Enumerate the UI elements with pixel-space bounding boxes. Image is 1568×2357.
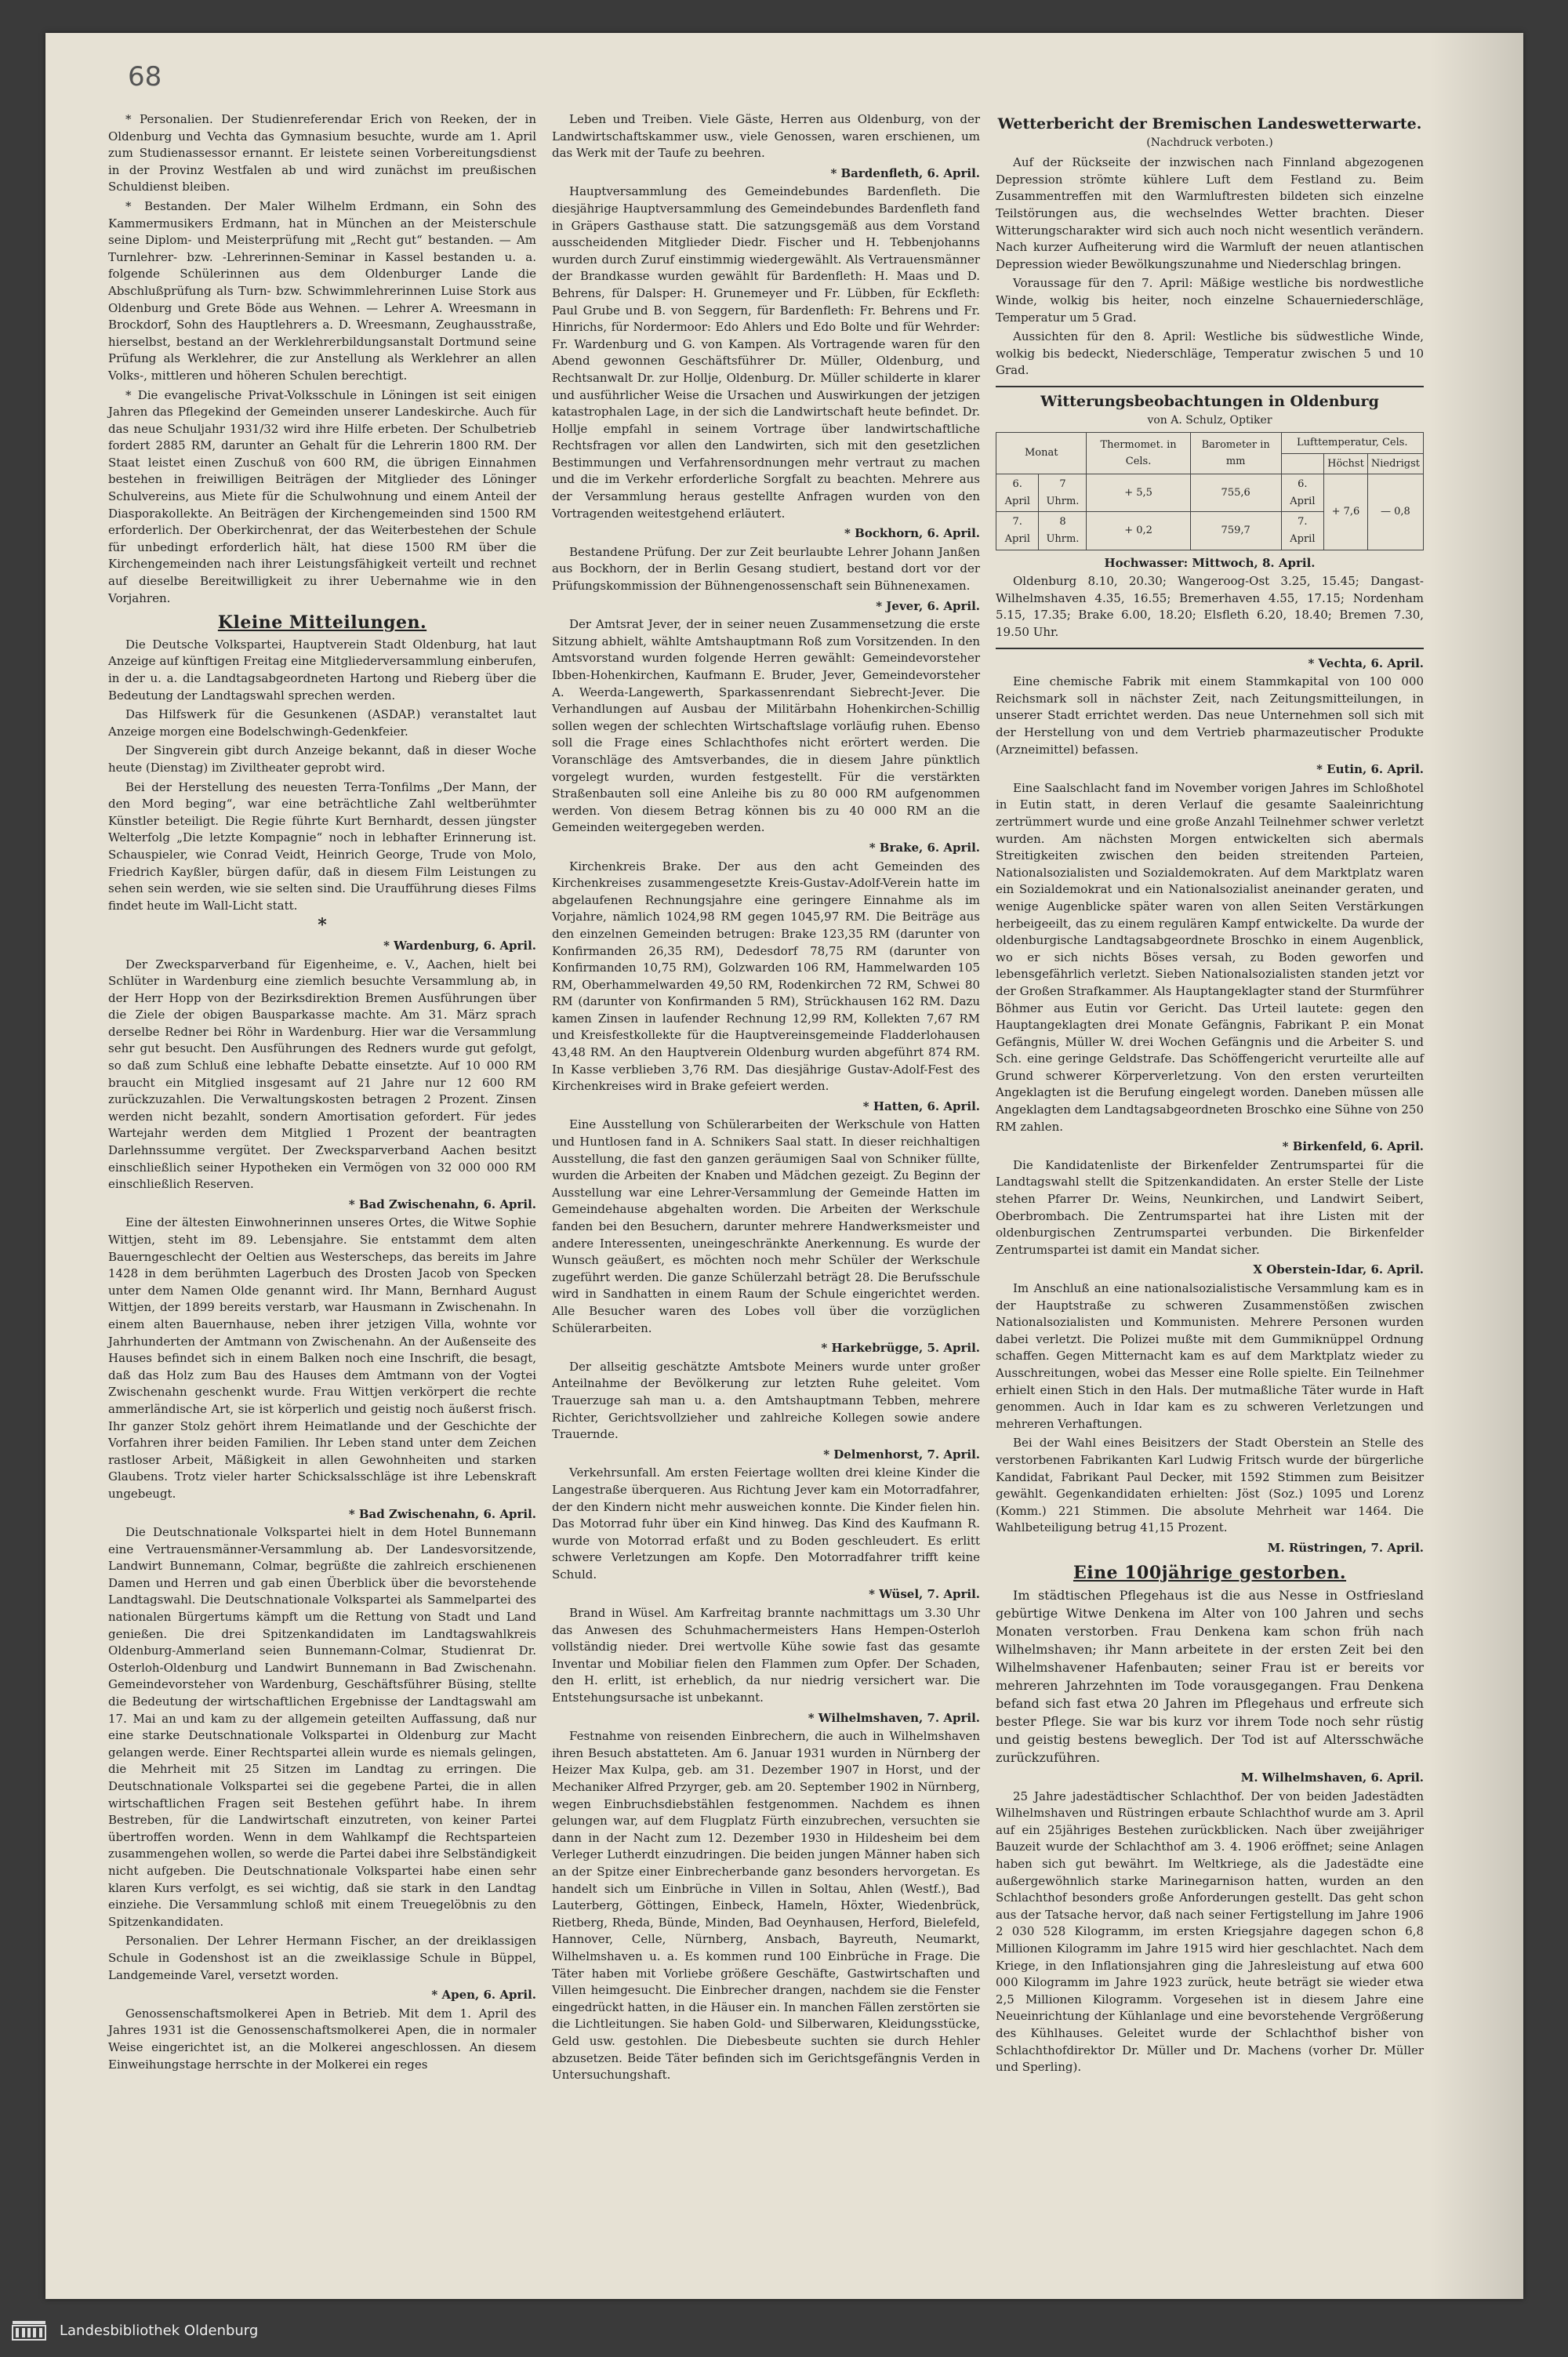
article-paragraph: Genossenschaftsmolkerei Apen in Betrieb. Mit dem 1. April des Jahres 1931 ist die Genossenschaftsmolkerei Apen, die in normaler Weise eingerichtet ist, an die Molkerei angeschlossen. An diesem Einweihungstage herrschte in der Molkerei ein reges [108, 2006, 536, 2072]
article-paragraph: Im Anschluß an eine nationalsozialistische Versammlung kam es in der Hauptstraße zu schweren Zusammenstößen zwischen Nationalsozialisten und Kommunisten. Mehrere Personen wurden dabei verletzt. Die Polizei mußte mit dem Gummiknüppel Ordnung schaffen. Gegen Mitternacht kam es auf dem Marktplatz wieder zu Ausschreitungen, wobei das Messer eine Rolle spielte. Ein Teilnehmer erhielt einen Stich in den Hals. Der mutmaßliche Täter wurde in Haft genommen. Auch in Idar kam es zu schweren Verletzungen und mehreren Verhaftungen. [996, 1281, 1424, 1431]
article-paragraph: Festnahme von reisenden Einbrechern, die auch in Wilhelmshaven ihren Besuch abstatteten. Am 6. Januar 1931 wurden in Nürnberg der Heizer Max Kulpa, geb. am 31. Dezember 1907 in Horst, und der Mechaniker Alfred Przyrger, geb. am 20. September 1902 in Nürnberg, wegen Einbruchsdiebstählen festgenommen. Nachdem es ihnen gelungen war, auf dem Flugplatz Fürth einzubrechen, versuchten sie dann in der Nacht zum 12. Dezember 1930 in Hildesheim bei dem Verleger Lutherdt einzudringen. Die beiden jungen Männer haben sich an der Spitze einer Einbrecherbande ganz besonders hervorgetan. Es handelt sich um Einbrüche in Villen in Soltau, Ahlen (Westf.), Bad Lauterberg, Göttingen, Einbeck, Hameln, Höxter, Wiedenbrück, Rietberg, Rheda, Bünde, Minden, Bad Oeynhausen, Herford, Bielefeld, Hannover, Celle, Nürnberg, Ansbach, Bayreuth, Neumarkt, Wilhelmshaven u. a. Es kommen rund 100 Einbrüche in Frage. Die Täter haben mit Vorliebe größere Geschäfte, Gastwirtschaften und Villen heimgesucht. Die Einbrecher drangen, nachdem sie die Fenster eingedrückt hatten, in die Häuser ein. In manchen Fällen zerstörten sie die Lichtleitungen. Sie haben Gold- und Silberwaren, Kleidungsstücke, Geld usw. gestohlen. Die Diebesbeute suchten sie durch Hehler abzusetzen. Beide Täter befinden sich im Gerichtsgefängnis Verden in Untersuchungshaft. [552, 1729, 980, 2083]
dateline: * Brake, 6. April. [869, 840, 980, 855]
article-paragraph: Der allseitig geschätzte Amtsbote Meiners wurde unter großer Anteilnahme der Bevölkerung zur letzten Ruhe geleitet. Vom Trauerzuge sah man u. a. den Amtshauptmann Tebben, mehrere Richter, Gerichtsvollzieher und zahlreiche Kollegen sowie andere Trauernde. [552, 1359, 980, 1442]
article-paragraph: Die Kandidatenliste der Birkenfelder Zentrumspartei für die Landtagswahl stellt die Spitzenkandidaten. An erster Stelle der Liste stehen Pfarrer Dr. Weins, Neunkirchen, und Landwirt Seibert, Oberbrombach. Die Zentrumspartei hat ihre Listen mit der oldenburgischen Zentrumspartei verbunden. Die Birkenfelder Zentrumspartei ist damit ein Mandat sicher. [996, 1157, 1424, 1257]
table-header: Niedrigst [1367, 453, 1423, 474]
table-row [996, 474, 1424, 512]
article-paragraph: 25 Jahre jadestädtischer Schlachthof. Der von beiden Jadestädten Wilhelmshaven und Rüstringen erbaute Schlachthof wurde am 3. April auf ein 25jähriges Bestehen zurückblicken. Nach über zweijähriger Bauzeit wurde der Schlachthof am 3. 4. 1906 eröffnet; seine Anlagen haben sich gut bewährt. Im Weltkriege, als die Jadestädte eine außergewöhnlich starke Marinegarnison hatten, wurden an den Schlachthof besonders große Anforderungen gestellt. Das geht schon aus der Tatsache hervor, daß nach seiner Fertigstellung im Jahre 1906 2 030 528 Kilogramm, im ersten Kriegsjahre dagegen schon 6,8 Millionen Kilogramm im Jahre 1915 wird hier geschlachtet. Nach dem Kriege, in den Inflationsjahren ging die Jahresleistung auf etwa 600 000 Kilogramm im Jahre 1923 zurück, heute beträgt sie wieder etwa 2,5 Millionen Kilogramm. Vorgesehen ist in diesem Jahre eine Neueinrichtung der Kühlanlage und eine bevorstehende Vergrößerung des Kühlhauses. Geleitet wurde der Schlachthof bisher von Schlachthofdirektor Dr. Müller und Dr. Machens (vorher Dr. Müller und Sperling). [996, 1789, 1424, 2075]
article-paragraph: Bei der Wahl eines Beisitzers der Stadt Oberstein an Stelle des verstorbenen Fabrikanten Karl Ludwig Fritsch wurde der bürgerliche Kandidat, Fabrikant Paul Decker, mit 1592 Stimmen zum Beisitzer gewählt. Gegenkandidaten erhielten: Jöst (Soz.) 1095 und Lorenz (Komm.) 221 Stimmen. Die absolute Mehrheit war 1464. Die Wahlbeteiligung betrug 41,15 Prozent. [996, 1436, 1424, 1535]
table-cell: 759,7 [1190, 512, 1281, 550]
article-paragraph: Voraussage für den 7. April: Mäßige westliche bis nordwestliche Winde, wolkig bis heiter, noch einzelne Schauerniederschläge, Temperatur um 5 Grad. [996, 276, 1424, 325]
article-paragraph: * Personalien. Der Studienreferendar Erich von Reeken, der in Oldenburg und Vechta das Gymnasium besuchte, wurde am 1. April zum Studienassessor ernannt. Er leistete seinen Vorbereitungsdienst in der Provinz Westfalen ab und wird zunächst im preußischen Schuldienst bleiben. [108, 112, 536, 194]
section-heading-kleine-mitteilungen: Kleine Mitteilungen. [217, 612, 427, 634]
weather-heading: Wetterbericht der Bremischen Landeswetterwarte. [997, 115, 1422, 133]
table-cell: 6. April [996, 474, 1039, 512]
article-paragraph: Die Deutsche Volkspartei, Hauptverein Stadt Oldenburg, hat laut Anzeige auf künftigen Freitag eine Mitgliederversammlung einberufen, in der u. a. die Landtagsabgeordneten Hartong und Rieberg über die Bedeutung der Landtagswahl sprechen werden. [108, 637, 536, 703]
dateline: * Wardenburg, 6. April. [383, 938, 536, 953]
article-paragraph: * Die evangelische Privat-Volksschule in Löningen ist seit einigen Jahren das Pflegekind der Gemeinden unserer Landeskirche. Auch für das neue Schuljahr 1931/32 wird ihre Hilfe erbeten. Der Schulbetrieb fordert 2885 RM, darunter an Gehalt für die Lehrerin 1800 RM. Der Staat leistet einen Zuschuß von 600 RM, die übrigen Einnahmen bestehen in freiwilligen Beiträgen der Mitglieder des Löninger Schulvereins, aus Miete für die Schulwohnung und einem Anteil der Diasporakollekte. An Beiträgen der Kirchengemeinden sind 1500 RM erforderlich. Der Oberkirchenrat, der das Weiterbestehen der Schule für unbedingt erforderlich hält, hat diese 1500 RM über die Kirchengemeinden nach ihrer Leistungsfähigkeit verteilt und rechnet auf dieselbe Bereitwilligkeit zu ihrer Uebernahme wie in den Vorjahren. [108, 387, 536, 605]
dateline: X Oberstein-Idar, 6. April. [1253, 1262, 1424, 1277]
table-cell: 7. April [996, 512, 1039, 550]
table-cell: 8 Uhrm. [1039, 512, 1087, 550]
table-header [1281, 453, 1323, 474]
article-paragraph: Eine Ausstellung von Schülerarbeiten der Werkschule von Hatten und Huntlosen fand in A. Schnikers Saal statt. In dieser reichhaltigen Ausstellung, die fast den ganzen geräumigen Saal von Schniker füllte, wurden die Arbeiten der Knaben und Mädchen gezeigt. Zu Beginn der Ausstellung war eine Lehrer-Versammlung der Gemeinde Hatten im Gemeindehause abgehalten worden. Die Arbeiten der Werkschule fanden bei den Besuchern, darunter mehrere Handwerksmeister und andere Interessenten, uneingeschränkte Anerkennung. Es wurde der Wunsch geäußert, es möchten noch mehr Schüler der Werkschule zugeführt werden. Die ganze Schülerzahl beträgt 28. Die Berufsschule wird in Sandhatten in einem Raum der Schule eingerichtet werden. Alle Besucher waren des Lobes voll über die vorzüglichen Schülerarbeiten. [552, 1117, 980, 1335]
library-name: Landesbibliothek Oldenburg [60, 2322, 259, 2339]
dateline: * Bad Zwischenahn, 6. April. [348, 1197, 536, 1211]
column-left [108, 111, 536, 2076]
dateline: * Bockhorn, 6. April. [844, 526, 980, 541]
article-paragraph: Kirchenkreis Brake. Der aus den acht Gemeinden des Kirchenkreises zusammengesetzte Kreis-Gustav-Adolf-Verein hatte im abgelaufenen Rechnungsjahre eine geringere Einnahme als im Vorjahre, nämlich 1024,98 RM gegen 1045,97 RM. Die Beiträge aus den einzelnen Gemeinden betrugen: Brake 123,35 RM (darunter von Konfirmanden 26,35 RM), Dedesdorf 78,75 RM (darunter von Konfirmanden 10,75 RM), Golzwarden 106 RM, Hammelwarden 105 RM, Oberhammelwarden 49,50 RM, Rodenkirchen 72 RM, Schwei 80 RM (darunter von Konfirmanden 5 RM), Strückhausen 162 RM. Dazu kamen Zinsen in laufender Rechnung 12,99 RM, Kollekten 7,67 RM und Kreisfestkollekte für die Hauptvereinsgemeinde Fladderlohausen 43,48 RM. An den Hauptverein Oldenburg wurden abgeführt 874 RM. In Kasse verblieben 3,76 RM. Das diesjährige Gustav-Adolf-Fest des Kirchenkreises wird in Brake gefeiert werden. [552, 859, 980, 1094]
dateline: * Birkenfeld, 6. April. [1282, 1139, 1424, 1154]
dateline: * Jever, 6. April. [876, 598, 980, 613]
dateline: * Vechta, 6. April. [1308, 656, 1424, 670]
article-paragraph: Bei der Herstellung des neuesten Terra-Tonfilms „Der Mann, der den Mord beging“, war eine beträchtliche Zahl weltberühmter Künstler beteiligt. Die Regie führte Kurt Bernhardt, dessen jüngster Welterfolg „Die letzte Kompagnie“ noch in lebhafter Erinnerung ist. Schauspieler, wie Conrad Veidt, Heinrich George, Trude von Molo, Friedrich Kayßler, bürgen dafür, daß in diesem Film Leistungen zu sehen sein werden, wie sie selten sind. Die Uraufführung dieses Films findet heute im Wall-Licht statt. [108, 779, 536, 913]
table-header: Höchst [1324, 453, 1368, 474]
dateline: M. Rüstringen, 7. April. [1267, 1540, 1424, 1555]
table-cell: 7 Uhrm. [1039, 474, 1087, 512]
table-cell: + 7,6 [1324, 474, 1368, 550]
article-paragraph: Der Singverein gibt durch Anzeige bekannt, daß in dieser Woche heute (Dienstag) im Ziviltheater geprobt wird. [108, 743, 536, 775]
column-middle [552, 111, 980, 2086]
dateline: * Hatten, 6. April. [862, 1099, 980, 1113]
dateline: * Harkebrügge, 5. April. [821, 1341, 980, 1356]
newspaper-page [45, 33, 1523, 2299]
article-paragraph: Eine Saalschlacht fand im November vorigen Jahres im Schloßhotel in Eutin statt, in deren Verlauf die gesamte Saaleinrichtung zertrümmert wurde und eine große Anzahl Teilnehmer schwer verletzt wurden. Am nächsten Morgen entwickelten sich abermals Streitigkeiten zwischen den beiden streitenden Parteien, Nationalsozialisten und Sozialdemokraten. Auf dem Marktplatz waren ein Sozialdemokrat und ein Nationalsozialist aneinander geraten, und wenige Augenblicke später waren von allen Seiten Verstärkungen herbeigeeilt, das zu einem regulären Kampf entwickelte. Da wurde der oldenburgische Landtagsabgeordnete Broschko in einem Augenblick, wo er sich nichts Böses versah, zu Boden geworfen und lebensgefährlich verletzt. Sieben Nationalsozialisten standen jetzt vor der Großen Strafkammer. Als Hauptangeklagter stand der Sturmführer Böhmer aus Eutin vor Gericht. Das Urteil lautete: gegen den Hauptangeklagten drei Monate Gefängnis, Fabrikant P. ein Monat Gefängnis, Müller W. drei Wochen Gefängnis und die Arbeiter S. und Sch. eine geringe Geldstrafe. Das Schöffengericht verurteilte alle auf Grund schwerer Körperverletzung. Von den ersten verurteilten Angeklagten ist die Berufung eingelegt worden. Daneben müssen alle Angeklagten dem Landtagsabgeordneten Broschko eine Sühne von 250 RM zahlen. [996, 780, 1424, 1134]
article-paragraph: Die Deutschnationale Volkspartei hielt in dem Hotel Bunnemann eine Vertrauensmänner-Versammlung ab. Der Landesvorsitzende, Landwirt Bunnemann, Colmar, begrüßte die zahlreich erschienenen Damen und Herren und gab einen Überblick über die bevorstehende Landtagswahl. Die Deutschnationale Volkspartei als Sammelpartei des nationalen Bürgertums kämpft um die Rettung von Stadt und Land genießen. Die drei Spitzenkandidaten im Landtagswahlkreis Oldenburg-Ammerland seien Bunnemann-Colmar, Studienrat Dr. Osterloh-Oldenburg und Landwirt Bunnemann in Bad Zwischenahn. Gemeindevorsteher von Wardenburg, Geschäftsführer Büsing, stellte die Bedeutung der wirtschaftlichen Ergebnisse der Landtagswahl am 17. Mai an und kam zu der allgemein geteilten Auffassung, daß nur eine starke Deutschnationale Volkspartei in Oldenburg zur Macht gelangen werde. Einer Rechtspartei allein wurde es niemals gelingen, die Mehrheit mit 25 Sitzen im Landtag zu erringen. Die Deutschnationale Volkspartei sei die gegebene Partei, die in allen wirtschaftlichen Fragen seit Bestehen geführt habe. In ihrem Bestreben, für die Landwirtschaft einzutreten, von keiner Partei übertroffen worden. Wenn in dem Wahlkampf die Rechtsparteien zusammengehen wollen, so werde die Partei dabei ihre Selbständigkeit nicht aufgeben. Die Deutschnationale Volkspartei habe einen sehr klaren Kurs verfolgt, es sei wichtig, daß sie stark in den Landtag einziehe. Die Versammlung schloß mit einem Treuegelöbnis zu den Spitzenkandidaten. [108, 1525, 536, 1929]
dateline: * Bardenfleth, 6. April. [830, 165, 980, 180]
article-paragraph: Eine der ältesten Einwohnerinnen unseres Ortes, die Witwe Sophie Wittjen, steht im 89. Lebensjahre. Sie entstammt dem alten Bauerngeschlecht der Oeltien aus Westerscheps, das bereits im Jahre 1428 in dem berühmten Lagerbuch des Drosten Jacob von Specken unter dem Namen Olde genannt wird. Ihr Mann, Bernhard August Wittjen, der 1899 bereits verstarb, war Hausmann in Zwischenahn. In einem alten Bauernhause, neben ihrer jetzigen Villa, wohnte vor Jahrhunderten der Amtmann von Zwischenahn. An der Außenseite des Hauses befindet sich in einem Balken noch eine Inschrift, die besagt, daß das Holz zum Bau des Hauses dem Amtmann von der Vogtei Zwischenahn geschenkt wurde. Frau Wittjen verkörpert die rechte ammerländische Art, sie ist körperlich und geistig noch äußerst frisch. Ihr ganzer Stolz gehört ihrem Heimatlande und der Geschichte der Vorfahren ihrer beiden Familien. Ihr Leben stand unter dem Zeichen rastloser Arbeit, Mäßigkeit in allen Gewohnheiten und starken Glaubens. Trotz vieler harter Schicksalsschläge ist ihre Lebenskraft ungebeugt. [108, 1215, 536, 1501]
dateline: * Apen, 6. April. [431, 1988, 536, 2003]
section-separator: * [318, 915, 327, 936]
article-paragraph: Eine chemische Fabrik mit einem Stammkapital von 100 000 Reichsmark soll in nächster Zeit, nach Zeitungsmitteilungen, in unserer Stadt errichtet werden. Das neue Unternehmen soll sich mit der Herstellung von und dem Vertrieb pharmazeutischer Produkte (Arzneimittel) befassen. [996, 674, 1424, 757]
dateline: * Delmenhorst, 7. April. [823, 1447, 980, 1462]
table-cell: + 5,5 [1087, 474, 1190, 512]
dateline: * Bad Zwischenahn, 6. April. [348, 1506, 536, 1521]
table-cell: + 0,2 [1087, 512, 1190, 550]
article-heading-100jaehrige: Eine 100jährige gestorben. [1073, 1562, 1347, 1583]
divider [996, 386, 1424, 387]
table-header: Thermomet. in Cels. [1087, 433, 1190, 474]
table-header: Lufttemperatur, Cels. [1281, 433, 1423, 454]
table-cell: — 0,8 [1367, 474, 1423, 550]
weather-table [996, 432, 1424, 550]
viewer-footer [0, 2305, 1568, 2357]
dateline: * Eutin, 6. April. [1316, 762, 1424, 777]
article-paragraph: Der Zwecksparverband für Eigenheime, e. V., Aachen, hielt bei Schlüter in Wardenburg eine ziemlich besuchte Versammlung ab, in der Herr Hopp von der Bezirksdirektion Bremen Ausführungen über die Ziele der obigen Bausparkasse machte. Am 31. März sprach derselbe Redner bei Röhr in Wardenburg. Hier war die Versammlung sehr gut besucht. Den Ausführungen des Redners wurde gut gefolgt, so daß zum Schluß eine lebhafte Debatte einsetzte. Auf 10 000 RM braucht ein Mitglied insgesamt auf 21 Jahre nur 12 600 RM zurückzuzahlen. Die Verwaltungskosten betragen 2 Prozent. Zinsen werden nicht bezahlt, sondern Amortisation gefordert. Für jedes Wartejahr werden dem Mitglied 1 Prozent der beantragten Darlehnssumme vergütet. Der Zwecksparverband Aachen besitzt einschließlich seiner Hypotheken ein Vermögen von 32 000 000 RM einschließlich Reserven. [108, 957, 536, 1192]
page-number: 68 [128, 61, 162, 93]
article-paragraph: Personalien. Der Lehrer Hermann Fischer, an der dreiklassigen Schule in Godenshost ist an die zweiklassige Schule in Büppel, Landgemeinde Varel, versetzt worden. [108, 1934, 536, 1982]
article-paragraph: Auf der Rückseite der inzwischen nach Finnland abgezogenen Depression strömte kühlere Luft dem Festland zu. Beim Zusammentreffen mit den Warmluftresten bildeten sich einzelne Teilstörungen aus, die wechselndes Wetter brachten. Dieser Witterungscharakter wird sich auch noch nicht wesentlich verändern. Nach kurzer Aufheiterung wird die Warmluft der neuen atlantischen Depression wieder Bewölkungszunahme und Niederschlag bringen. [996, 155, 1424, 271]
dateline: M. Wilhelmshaven, 6. April. [1240, 1770, 1424, 1785]
article-paragraph: Das Hilfswerk für die Gesunkenen (ASDAP.) veranstaltet laut Anzeige morgen eine Bodelschwingh-Gedenkfeier. [108, 707, 536, 739]
tide-heading: Hochwasser: Mittwoch, 8. April. [1104, 555, 1316, 570]
observations-heading: Witterungsbeobachtungen in Oldenburg [1040, 392, 1379, 410]
article-paragraph: Im städtischen Pflegehaus ist die aus Nesse in Ostfriesland gebürtige Witwe Denkena im Alter von 100 Jahren und sechs Monaten verstorben. Frau Denkena kam schon früh nach Wilhelmshaven; ihr Mann arbeitete in der ersten Zeit bei den Wilhelmshavener Hafenbauten; seiner Frau ist er bereits vor mehreren Jahrzehnten im Tode vorausgegangen. Frau Denkena befand sich fast etwa 20 Jahren im Pflegehaus und erfreute sich bester Pflege. Sie war bis kurz vor ihrem Tode noch sehr rüstig und geistig bestens beweglich. Der Tod ist auf Altersschwäche zurückzuführen. [996, 1588, 1424, 1766]
table-cell: 755,6 [1190, 474, 1281, 512]
table-cell: 7. April [1281, 512, 1323, 550]
weather-subheading: (Nachdruck verboten.) [1146, 136, 1273, 149]
article-paragraph: Hauptversammlung des Gemeindebundes Bardenfleth. Die diesjährige Hauptversammlung des Gemeindebundes Bardenfleth fand in Gräpers Gasthause statt. Die satzungsgemäß aus dem Vorstand ausscheidenden Mitglieder Diedr. Fischer und H. Tebbenjohanns wurden durch Zuruf einstimmig wiedergewählt. Als Vertrauensmänner der Brandkasse wurden gewählt für Bardenfleth: H. Maas und D. Behrens, für Dalsper: H. Grunemeyer und Fr. Lübben, für Eckfleth: Paul Grube und B. von Seggern, für Bardenfleth: Fr. Behrens und Fr. Hinrichs, für Nordermoor: Edo Ahlers und Edo Bolte und für Wehrder: Fr. Wardenburg und G. von Kampen. Als Vortragende waren für den Abend gewonnen Geschäftsführer Dr. Müller, Oldenburg, und Rechtsanwalt Dr. zur Hollje, Oldenburg. Dr. Müller schilderte in klarer und ausführlicher Weise die Ursachen und Auswirkungen der jetzigen katastrophalen Lage, in der sich die Landwirtschaft heute befindet. Dr. Hollje empfahl in seinem Vortrage über landwirtschaftliche Rechtsfragen vor allen den Landwirten, sich mit den gesetzlichen Bestimmungen und Verfahrensordnungen mehr vertraut zu machen und die im Verkehr erforderliche Sorgfalt zu beachten. Mehrere aus der Versammlung heraus gestellte Anfragen wurden von den Vortragenden weitestgehend erläutert. [552, 184, 980, 521]
library-building-icon [11, 2318, 47, 2341]
article-paragraph: Leben und Treiben. Viele Gäste, Herren aus Oldenburg, von der Landwirtschaftskammer usw., viele Genossen, waren erschienen, um das Werk mit der Taufe zu beehren. [552, 112, 980, 161]
table-cell: 6. April [1281, 474, 1323, 512]
dateline: * Wüsel, 7. April. [869, 1587, 980, 1602]
divider [996, 648, 1424, 649]
column-right [996, 111, 1424, 2079]
article-paragraph: * Bestanden. Der Maler Wilhelm Erdmann, ein Sohn des Kammermusikers Erdmann, hat in München an der Meisterschule seine Diplom- und Meisterprüfung mit „Recht gut“ bestanden. — Am Turnlehrer- bzw. -Lehrerinnen-Seminar in Kassel bestanden u. a. folgende Schülerinnen aus dem Oldenburger Lande die Abschlußprüfung als Turn- bzw. Schwimmlehrerinnen Luise Stork aus Oldenburg und Grete Böde aus Wehnen. — Lehrer A. Wreesmann in Brockdorf, Sohn des Hauptlehrers a. D. Wreesmann, Zeughausstraße, hierselbst, bestand an der Werklehrerbildungsanstalt Dortmund seine Prüfung als Werklehrer, die zur Anstellung als Werklehrer an allen Volks-, mittleren und höheren Schulen berechtigt. [108, 198, 536, 383]
dateline: * Wilhelmshaven, 7. April. [808, 1710, 980, 1725]
article-paragraph: Verkehrsunfall. Am ersten Feiertage wollten drei kleine Kinder die Langestraße überqueren. Aus Richtung Jever kam ein Motorradfahrer, der den Kindern nicht mehr ausweichen konnte. Die Kinder fielen hin. Das Motorrad fuhr über ein Kind hinweg. Das Kind des Kaufmann R. wurde von Motorrad erfaßt und zu Boden geschleudert. Es erlitt schwere Verletzungen am Kopfe. Den Motorradfahrer trifft keine Schuld. [552, 1465, 980, 1582]
table-header: Barometer in mm [1190, 433, 1281, 474]
table-header: Monat [996, 433, 1087, 474]
article-paragraph: Bestandene Prüfung. Der zur Zeit beurlaubte Lehrer Johann Janßen aus Bockhorn, der in Berlin Gesang studiert, bestand dort vor der Prüfungskommission der Bühnengenossenschaft sein Bühnenexamen. [552, 544, 980, 594]
article-paragraph: Der Amtsrat Jever, der in seiner neuen Zusammensetzung die erste Sitzung abhielt, wählte Amtshauptmann Roß zum Vorsitzenden. In den Amtsvorstand wurden folgende Herren gewählt: Gemeindevorsteher Ibben-Hohenkirchen, Kaufmann E. Bruder, Jever, Gemeindevorsteher A. Weerda-Langewerth, Sparkassenrendant Siebrecht-Jever. Die Verhandlungen auf Ausbau der Militärbahn Hohenkirchen-Schillig sollen wegen der schlechten Wirtschaftslage vorläufig ruhen. Ebenso soll die Frage eines Schlachthofes nicht erörtert werden. Die Voranschläge des Amtsverbandes, die in diesem Jahre pünktlich vorgelegt wurden, wurden festgestellt. Für die verstärkten Straßenbauten soll eine Anleihe bis zu 80 000 RM aufgenommen werden. Von diesem Betrag können bis zu 40 000 RM an die Gemeinden weitergegeben werden. [552, 617, 980, 835]
article-paragraph: Oldenburg 8.10, 20.30; Wangeroog-Ost 3.25, 15.45; Dangast-Wilhelmshaven 4.35, 16.55; Bremerhaven 4.55, 17.15; Nordenham 5.15, 17.35; Brake 6.00, 18.20; Elsfleth 6.20, 18.40; Bremen 7.30, 19.50 Uhr. [996, 574, 1424, 640]
article-paragraph: Brand in Wüsel. Am Karfreitag brannte nachmittags um 3.30 Uhr das Anwesen des Schuhmachermeisters Hans Hempen-Osterloh vollständig nieder. Drei wertvolle Kühe sowie fast das gesamte Inventar und Mobiliar fielen den Flammen zum Opfer. Der Schaden, den H. erlitt, ist erheblich, da nur niedrig versichert war. Die Entstehungsursache ist unbekannt. [552, 1606, 980, 1705]
observations-subheading: von A. Schulz, Optiker [1147, 413, 1272, 427]
article-paragraph: Aussichten für den 8. April: Westliche bis südwestliche Winde, wolkig bis bedeckt, Niederschläge, Temperatur zwischen 5 und 10 Grad. [996, 329, 1424, 378]
